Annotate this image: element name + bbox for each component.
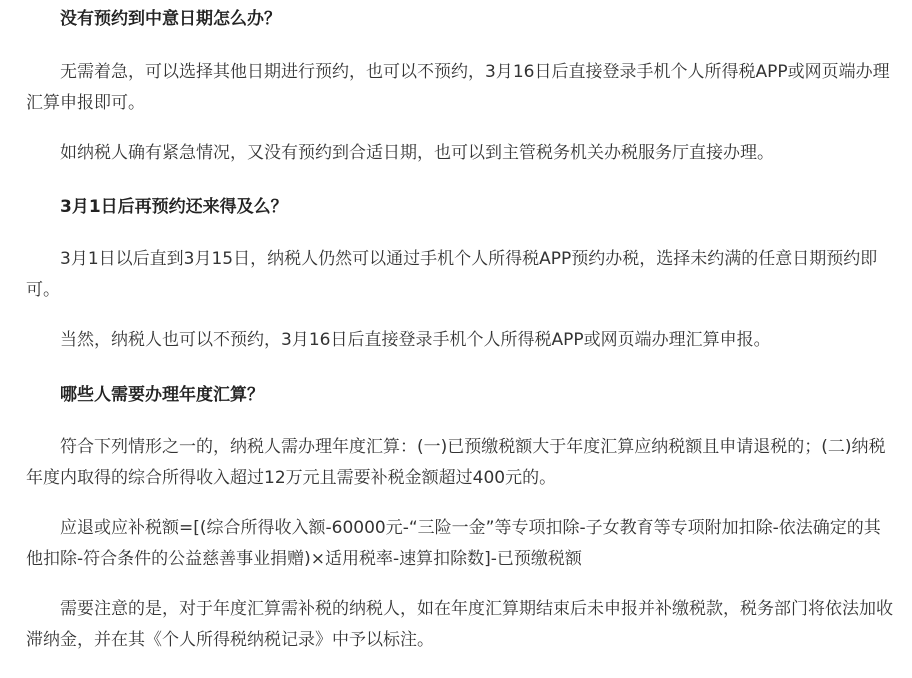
- paragraph-answer-2: 如纳税人确有紧急情况，又没有预约到合适日期，也可以到主管税务机关办税服务厅直接办理。: [60, 143, 774, 163]
- question-heading-after-march-1: 3月1日后再预约还来得及么？: [60, 197, 288, 217]
- paragraph-answer-5: 符合下列情形之一的，纳税人需办理年度汇算：(一)已预缴税额大于年度汇算应纳税额且申请退税的；(二)纳税年度内取得的综合所得收入超过12万元且需要补税金额超过400元的。: [26, 437, 886, 488]
- paragraph-tax-formula: 应退或应补税额=[(综合所得收入额-60000元-“三险一金”等专项扣除-子女教育等专项附加扣除-依法确定的其他扣除-符合条件的公益慈善事业捐赠)×适用税率-速算扣除数]-已预缴税额: [26, 518, 881, 569]
- paragraph-answer-4: 当然，纳税人也可以不预约，3月16日后直接登录手机个人所得税APP或网页端办理汇算申报。: [60, 330, 771, 350]
- question-heading-reservation-date: 没有预约到中意日期怎么办？: [60, 9, 281, 29]
- paragraph-answer-3: 3月1日以后直到3月15日，纳税人仍然可以通过手机个人所得税APP预约办税，选择未约满的任意日期预约即可。: [26, 249, 878, 300]
- question-heading-who-needs-filing: 哪些人需要办理年度汇算？: [60, 385, 264, 405]
- paragraph-answer-1: 无需着急，可以选择其他日期进行预约，也可以不预约，3月16日后直接登录手机个人所得税APP或网页端办理汇算申报即可。: [26, 62, 890, 113]
- paragraph-late-fee-notice: 需要注意的是，对于年度汇算需补税的纳税人，如在年度汇算期结束后未申报并补缴税款，税务部门将依法加收滞纳金，并在其《个人所得税纳税记录》中予以标注。: [26, 599, 893, 650]
